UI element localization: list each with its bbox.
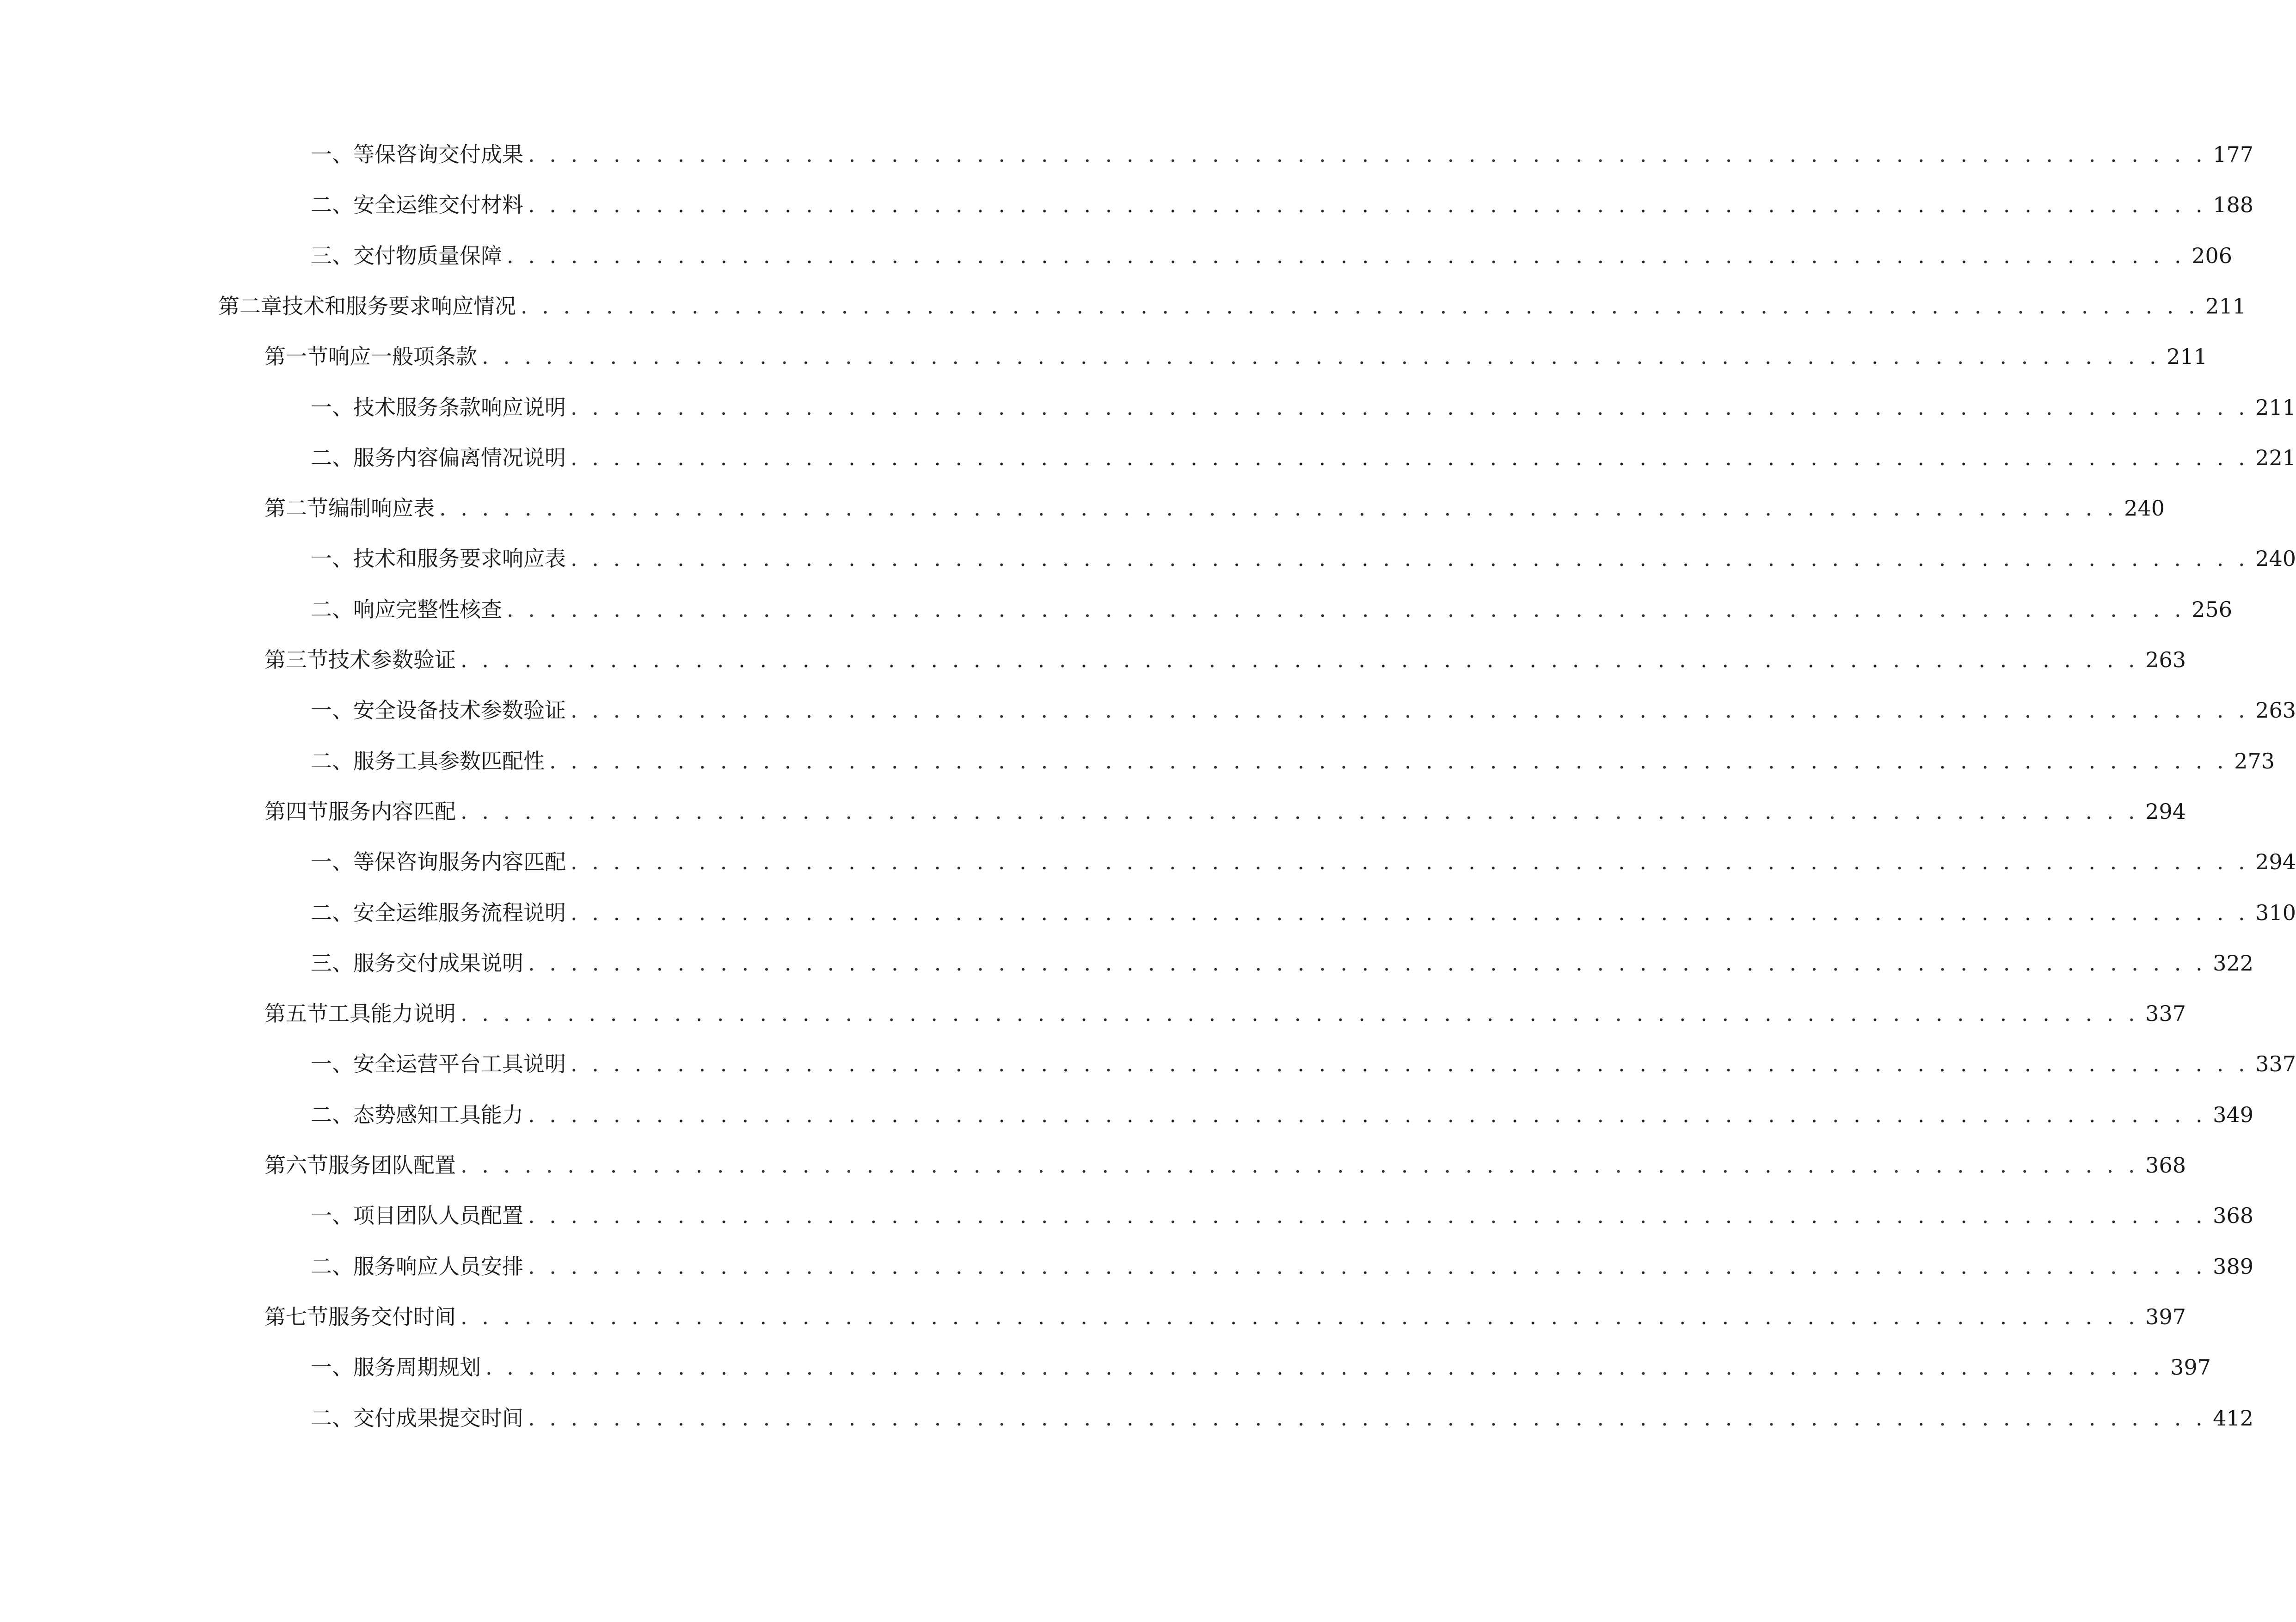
toc-dot-leader: . . . . . . . . . . . . . . . . . . . . . . . . . . . . . . . . . . . . . . . . . . . . . . . . . . . . . . . . . . . . . . . . . . . . . . . . . . . . . . . bbox=[571, 1051, 2249, 1077]
toc-entry[interactable] bbox=[311, 740, 2275, 782]
toc-dot-leader: . . . . . . . . . . . . . . . . . . . . . . . . . . . . . . . . . . . . . . . . . . . . . . . . . . . . . . . . . . . . . . . . . . . . . . . . . . . . . . . bbox=[507, 596, 2185, 622]
toc-entry[interactable] bbox=[311, 841, 2296, 883]
toc-entry-label: 服务团队配置 bbox=[328, 1153, 456, 1178]
toc-entry-page-number: 188 bbox=[2213, 192, 2253, 218]
toc-entry[interactable] bbox=[311, 1043, 2296, 1085]
toc-entry[interactable] bbox=[311, 589, 2232, 630]
toc-entry-label: 服务工具参数匹配性 bbox=[353, 748, 545, 774]
toc-entry-number: 第一节 bbox=[264, 344, 328, 369]
toc-entry-label: 等保咨询交付成果 bbox=[353, 142, 523, 167]
toc-entry-page-number: 397 bbox=[2145, 1304, 2186, 1329]
toc-dot-leader: . . . . . . . . . . . . . . . . . . . . . . . . . . . . . . . . . . . . . . . . . . . . . . . . . . . . . . . . . . . . . . . . . . . . . . . . . . . . . . . bbox=[571, 849, 2249, 875]
toc-entry-number: 二、 bbox=[311, 748, 353, 774]
toc-entry-label: 安全运维服务流程说明 bbox=[353, 900, 566, 925]
toc-entry-number: 一、 bbox=[311, 1203, 353, 1229]
toc-entry[interactable] bbox=[311, 942, 2253, 984]
toc-entry-page-number: 263 bbox=[2255, 698, 2296, 723]
toc-entry-label: 编制响应表 bbox=[328, 496, 435, 521]
toc-entry-page-number: 412 bbox=[2213, 1405, 2253, 1431]
toc-entry-number: 第二章 bbox=[218, 293, 282, 319]
toc-entry[interactable] bbox=[311, 437, 2296, 479]
toc-dot-leader: . . . . . . . . . . . . . . . . . . . . . . . . . . . . . . . . . . . . . . . . . . . . . . . . . . . . . . . . . . . . . . . . . . . . . . . . . . . . . . . bbox=[528, 1405, 2207, 1431]
toc-dot-leader: . . . . . . . . . . . . . . . . . . . . . . . . . . . . . . . . . . . . . . . . . . . . . . . . . . . . . . . . . . . . . . . . . . . . . . . . . . . . . . . bbox=[571, 900, 2249, 925]
toc-dot-leader: . . . . . . . . . . . . . . . . . . . . . . . . . . . . . . . . . . . . . . . . . . . . . . . . . . . . . . . . . . . . . . . . . . . . . . . . . . . . . . . bbox=[528, 142, 2207, 167]
toc-dot-leader: . . . . . . . . . . . . . . . . . . . . . . . . . . . . . . . . . . . . . . . . . . . . . . . . . . . . . . . . . . . . . . . . . . . . . . . . . . . . . . . bbox=[460, 1304, 2139, 1329]
toc-entry-page-number: 211 bbox=[2167, 344, 2207, 369]
toc-entry-page-number: 273 bbox=[2234, 748, 2275, 774]
toc-entry-page-number: 221 bbox=[2255, 445, 2296, 470]
toc-entry-number: 一、 bbox=[311, 546, 353, 571]
toc-entry-label: 工具能力说明 bbox=[328, 1001, 456, 1026]
toc-entry-number: 一、 bbox=[311, 394, 353, 420]
toc-entry-label: 技术服务条款响应说明 bbox=[353, 394, 566, 420]
toc-entry-page-number: 240 bbox=[2124, 496, 2165, 521]
toc-entry-page-number: 322 bbox=[2213, 950, 2253, 976]
toc-entry[interactable] bbox=[311, 538, 2296, 579]
toc-dot-leader: . . . . . . . . . . . . . . . . . . . . . . . . . . . . . . . . . . . . . . . . . . . . . . . . . . . . . . . . . . . . . . . . . . . . . . . . . . . . . . . bbox=[439, 496, 2118, 521]
toc-entry-label: 服务交付成果说明 bbox=[353, 950, 523, 976]
toc-dot-leader: . . . . . . . . . . . . . . . . . . . . . . . . . . . . . . . . . . . . . . . . . . . . . . . . . . . . . . . . . . . . . . . . . . . . . . . . . . . . . . . bbox=[521, 293, 2199, 319]
toc-dot-leader: . . . . . . . . . . . . . . . . . . . . . . . . . . . . . . . . . . . . . . . . . . . . . . . . . . . . . . . . . . . . . . . . . . . . . . . . . . . . . . . bbox=[571, 698, 2249, 723]
toc-entry[interactable] bbox=[264, 791, 2186, 832]
toc-entry[interactable] bbox=[311, 1195, 2253, 1236]
toc-entry-page-number: 337 bbox=[2255, 1051, 2296, 1077]
toc-entry-page-number: 211 bbox=[2255, 394, 2296, 420]
toc-entry-page-number: 310 bbox=[2255, 900, 2296, 925]
toc-entry-number: 二、 bbox=[311, 445, 353, 470]
toc-entry-number: 第六节 bbox=[264, 1153, 328, 1178]
toc-entry[interactable] bbox=[311, 892, 2296, 934]
toc-entry[interactable] bbox=[311, 1397, 2253, 1439]
toc-dot-leader: . . . . . . . . . . . . . . . . . . . . . . . . . . . . . . . . . . . . . . . . . . . . . . . . . . . . . . . . . . . . . . . . . . . . . . . . . . . . . . . bbox=[460, 799, 2139, 824]
toc-entry-number: 二、 bbox=[311, 596, 353, 622]
toc-dot-leader: . . . . . . . . . . . . . . . . . . . . . . . . . . . . . . . . . . . . . . . . . . . . . . . . . . . . . . . . . . . . . . . . . . . . . . . . . . . . . . . bbox=[528, 1253, 2207, 1279]
toc-entry[interactable] bbox=[311, 1346, 2211, 1388]
toc-entry-page-number: 397 bbox=[2170, 1355, 2211, 1380]
toc-entry-number: 二、 bbox=[311, 192, 353, 218]
toc-dot-leader: . . . . . . . . . . . . . . . . . . . . . . . . . . . . . . . . . . . . . . . . . . . . . . . . . . . . . . . . . . . . . . . . . . . . . . . . . . . . . . . bbox=[571, 546, 2249, 571]
toc-dot-leader: . . . . . . . . . . . . . . . . . . . . . . . . . . . . . . . . . . . . . . . . . . . . . . . . . . . . . . . . . . . . . . . . . . . . . . . . . . . . . . . bbox=[528, 1102, 2207, 1127]
toc-entry-page-number: 263 bbox=[2145, 647, 2186, 672]
toc-dot-leader: . . . . . . . . . . . . . . . . . . . . . . . . . . . . . . . . . . . . . . . . . . . . . . . . . . . . . . . . . . . . . . . . . . . . . . . . . . . . . . . bbox=[460, 1153, 2139, 1178]
toc-entry[interactable] bbox=[264, 1144, 2186, 1186]
toc-entry-page-number: 294 bbox=[2255, 849, 2296, 875]
toc-entry-number: 二、 bbox=[311, 1253, 353, 1279]
toc-entry[interactable] bbox=[264, 487, 2165, 529]
toc-entry-page-number: 211 bbox=[2205, 293, 2246, 319]
toc-entry-number: 第三节 bbox=[264, 647, 328, 672]
toc-entry-number: 二、 bbox=[311, 900, 353, 925]
toc-dot-leader: . . . . . . . . . . . . . . . . . . . . . . . . . . . . . . . . . . . . . . . . . . . . . . . . . . . . . . . . . . . . . . . . . . . . . . . . . . . . . . . bbox=[571, 394, 2249, 420]
toc-entry-number: 一、 bbox=[311, 698, 353, 723]
toc-entry-number: 一、 bbox=[311, 142, 353, 167]
toc-entry[interactable] bbox=[311, 235, 2232, 276]
toc-entry-label: 态势感知工具能力 bbox=[353, 1102, 523, 1127]
toc-entry-label: 服务周期规划 bbox=[353, 1355, 481, 1380]
toc-dot-leader: . . . . . . . . . . . . . . . . . . . . . . . . . . . . . . . . . . . . . . . . . . . . . . . . . . . . . . . . . . . . . . . . . . . . . . . . . . . . . . . bbox=[571, 445, 2249, 470]
toc-entry-page-number: 337 bbox=[2145, 1001, 2186, 1026]
toc-entry-page-number: 294 bbox=[2145, 799, 2186, 824]
toc-entry-page-number: 240 bbox=[2255, 546, 2296, 571]
toc-dot-leader: . . . . . . . . . . . . . . . . . . . . . . . . . . . . . . . . . . . . . . . . . . . . . . . . . . . . . . . . . . . . . . . . . . . . . . . . . . . . . . . bbox=[528, 192, 2207, 218]
toc-entry-number: 一、 bbox=[311, 849, 353, 875]
toc-entry-label: 交付物质量保障 bbox=[353, 243, 502, 268]
toc-dot-leader: . . . . . . . . . . . . . . . . . . . . . . . . . . . . . . . . . . . . . . . . . . . . . . . . . . . . . . . . . . . . . . . . . . . . . . . . . . . . . . . bbox=[528, 950, 2207, 976]
toc-entry-label: 安全运营平台工具说明 bbox=[353, 1051, 566, 1077]
toc-entry-number: 一、 bbox=[311, 1051, 353, 1077]
toc-entry[interactable] bbox=[264, 336, 2207, 377]
toc-entry-label: 技术和服务要求响应情况 bbox=[282, 293, 516, 319]
toc-entry-number: 第五节 bbox=[264, 1001, 328, 1026]
toc-entry-page-number: 206 bbox=[2192, 243, 2232, 268]
toc-entry-number: 第七节 bbox=[264, 1304, 328, 1329]
toc-dot-leader: . . . . . . . . . . . . . . . . . . . . . . . . . . . . . . . . . . . . . . . . . . . . . . . . . . . . . . . . . . . . . . . . . . . . . . . . . . . . . . . bbox=[507, 243, 2185, 268]
toc-entry[interactable] bbox=[264, 1296, 2186, 1338]
toc-entry[interactable] bbox=[311, 387, 2296, 428]
toc-entry-number: 二、 bbox=[311, 1102, 353, 1127]
toc-entry-label: 技术参数验证 bbox=[328, 647, 456, 672]
toc-entry-number: 第四节 bbox=[264, 799, 328, 824]
toc-entry-page-number: 368 bbox=[2213, 1203, 2253, 1229]
toc-entry-label: 安全运维交付材料 bbox=[353, 192, 523, 218]
toc-entry-page-number: 177 bbox=[2213, 142, 2253, 167]
toc-dot-leader: . . . . . . . . . . . . . . . . . . . . . . . . . . . . . . . . . . . . . . . . . . . . . . . . . . . . . . . . . . . . . . . . . . . . . . . . . . . . . . . bbox=[460, 647, 2139, 672]
toc-entry-label: 交付成果提交时间 bbox=[353, 1405, 523, 1431]
toc-entry-label: 服务内容匹配 bbox=[328, 799, 456, 824]
toc-entry[interactable] bbox=[311, 134, 2253, 175]
toc-entry[interactable] bbox=[264, 639, 2186, 681]
toc-entry-label: 服务内容偏离情况说明 bbox=[353, 445, 566, 470]
toc-dot-leader: . . . . . . . . . . . . . . . . . . . . . . . . . . . . . . . . . . . . . . . . . . . . . . . . . . . . . . . . . . . . . . . . . . . . . . . . . . . . . . . bbox=[549, 748, 2228, 774]
toc-entry-label: 服务响应人员安排 bbox=[353, 1253, 523, 1279]
toc-entry-page-number: 389 bbox=[2213, 1253, 2253, 1279]
toc-entry-label: 技术和服务要求响应表 bbox=[353, 546, 566, 571]
toc-entry[interactable] bbox=[311, 689, 2296, 731]
toc-entry[interactable] bbox=[218, 285, 2246, 327]
toc-dot-leader: . . . . . . . . . . . . . . . . . . . . . . . . . . . . . . . . . . . . . . . . . . . . . . . . . . . . . . . . . . . . . . . . . . . . . . . . . . . . . . . bbox=[485, 1355, 2164, 1380]
toc-entry-number: 一、 bbox=[311, 1355, 353, 1380]
toc-entry-label: 响应一般项条款 bbox=[328, 344, 477, 369]
toc-entry-label: 等保咨询服务内容匹配 bbox=[353, 849, 566, 875]
toc-entry[interactable] bbox=[311, 1246, 2253, 1287]
toc-dot-leader: . . . . . . . . . . . . . . . . . . . . . . . . . . . . . . . . . . . . . . . . . . . . . . . . . . . . . . . . . . . . . . . . . . . . . . . . . . . . . . . bbox=[460, 1001, 2139, 1026]
toc-entry-label: 安全设备技术参数验证 bbox=[353, 698, 566, 723]
toc-entry-page-number: 368 bbox=[2145, 1153, 2186, 1178]
toc-entry-number: 三、 bbox=[311, 950, 353, 976]
toc-entry[interactable] bbox=[311, 1094, 2253, 1136]
toc-dot-leader: . . . . . . . . . . . . . . . . . . . . . . . . . . . . . . . . . . . . . . . . . . . . . . . . . . . . . . . . . . . . . . . . . . . . . . . . . . . . . . . bbox=[482, 344, 2161, 369]
toc-entry-label: 响应完整性核查 bbox=[353, 596, 502, 622]
toc-entry-page-number: 256 bbox=[2192, 596, 2232, 622]
toc-dot-leader: . . . . . . . . . . . . . . . . . . . . . . . . . . . . . . . . . . . . . . . . . . . . . . . . . . . . . . . . . . . . . . . . . . . . . . . . . . . . . . . bbox=[528, 1203, 2207, 1229]
toc-entry[interactable] bbox=[264, 993, 2186, 1034]
toc-entry-number: 三、 bbox=[311, 243, 353, 268]
toc-entry[interactable] bbox=[311, 184, 2253, 226]
toc-entry-page-number: 349 bbox=[2213, 1102, 2253, 1127]
toc-entry-label: 服务交付时间 bbox=[328, 1304, 456, 1329]
toc-entry-label: 项目团队人员配置 bbox=[353, 1203, 523, 1229]
toc-entry-number: 第二节 bbox=[264, 496, 328, 521]
toc-entry-number: 二、 bbox=[311, 1405, 353, 1431]
